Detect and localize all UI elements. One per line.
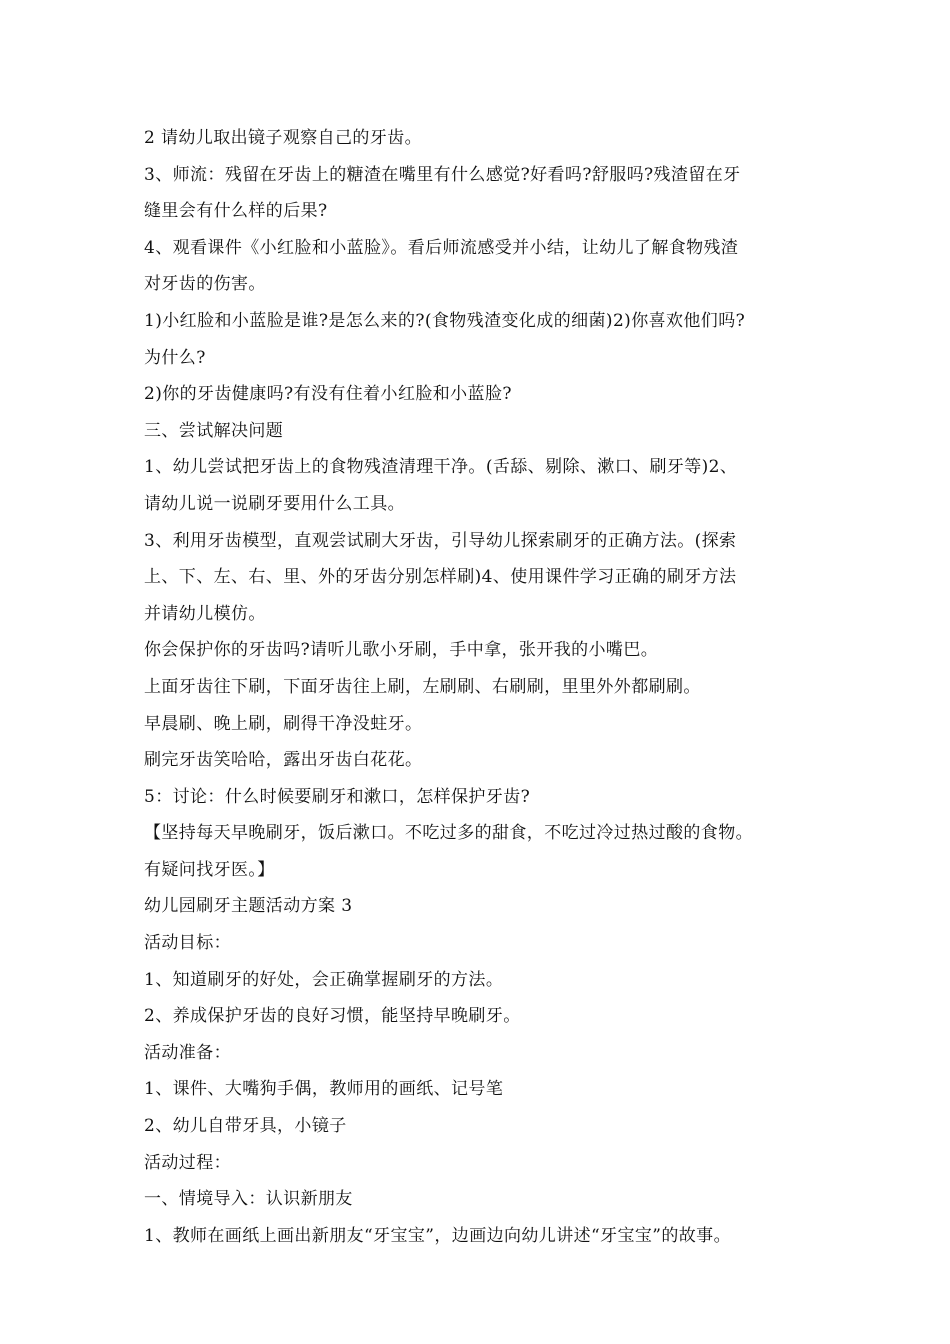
section-heading: 一、情境导入：认识新朋友: [144, 1189, 353, 1210]
section-heading: 三、尝试解决问题: [144, 420, 284, 441]
text-line: 你会保护你的牙齿吗?请听儿歌小牙刷，手中拿，张开我的小嘴巴。: [144, 640, 659, 661]
text-line: 刷完牙齿笑哈哈，露出牙齿白花花。: [144, 750, 423, 771]
section-heading: 活动目标：: [144, 933, 231, 954]
section-title: 幼儿园刷牙主题活动方案 3: [144, 896, 353, 917]
text-line: 【坚持每天早晚刷牙，饭后漱口。不吃过多的甜食，不吃过冷过热过酸的食物。: [144, 823, 753, 844]
text-line: 2)你的牙齿健康吗?有没有住着小红脸和小蓝脸?: [144, 384, 512, 405]
text-line: 请幼儿说一说刷牙要用什么工具。: [144, 493, 405, 514]
text-line: 3、师流：残留在牙齿上的糖渣在嘴里有什么感觉?好看吗?舒服吗?残渣留在牙: [144, 164, 741, 185]
text-line: 1)小红脸和小蓝脸是谁?是怎么来的?(食物残渣变化成的细菌)2)你喜欢他们吗?: [144, 310, 746, 331]
text-line: 早晨刷、晚上刷，刷得干净没蛀牙。: [144, 713, 423, 734]
text-line: 2、幼儿自带牙具，小镜子: [144, 1116, 347, 1137]
text-line: 1、课件、大嘴狗手偶，教师用的画纸、记号笔: [144, 1079, 504, 1100]
document-body: [144, 120, 824, 1254]
text-line: 2 请幼儿取出镜子观察自己的牙齿。: [144, 128, 423, 148]
section-heading: 活动准备：: [144, 1042, 231, 1063]
text-line: 上、下、左、右、里、外的牙齿分别怎样刷)4、使用课件学习正确的刷牙方法: [144, 567, 737, 588]
section-heading: 活动过程：: [144, 1152, 231, 1173]
text-line: 2、养成保护牙齿的良好习惯，能坚持早晚刷牙。: [144, 1006, 521, 1027]
text-line: 1、幼儿尝试把牙齿上的食物残渣清理干净。(舌舔、剔除、漱口、刷牙等)2、: [144, 457, 738, 478]
text-line: 对牙齿的伤害。: [144, 274, 266, 295]
text-line: 上面牙齿往下刷，下面牙齿往上刷，左刷刷、右刷刷，里里外外都刷刷。: [144, 676, 701, 697]
text-line: 5：讨论：什么时候要刷牙和漱口，怎样保护牙齿?: [144, 786, 531, 807]
text-line: 3、利用牙齿模型，直观尝试刷大牙齿，引导幼儿探索刷牙的正确方法。(探索: [144, 530, 737, 551]
text-line: 4、观看课件《小红脸和小蓝脸》。看后师流感受并小结，让幼儿了解食物残渣: [144, 237, 739, 258]
text-line: 1、教师在画纸上画出新朋友“牙宝宝”，边画边向幼儿讲述“牙宝宝”的故事。: [144, 1225, 731, 1246]
text-line: 缝里会有什么样的后果?: [144, 201, 328, 222]
text-line: 为什么?: [144, 347, 206, 368]
text-line: 1、知道刷牙的好处，会正确掌握刷牙的方法。: [144, 969, 504, 990]
text-line: 并请幼儿模仿。: [144, 603, 266, 624]
text-line: 有疑问找牙医。】: [144, 859, 275, 880]
